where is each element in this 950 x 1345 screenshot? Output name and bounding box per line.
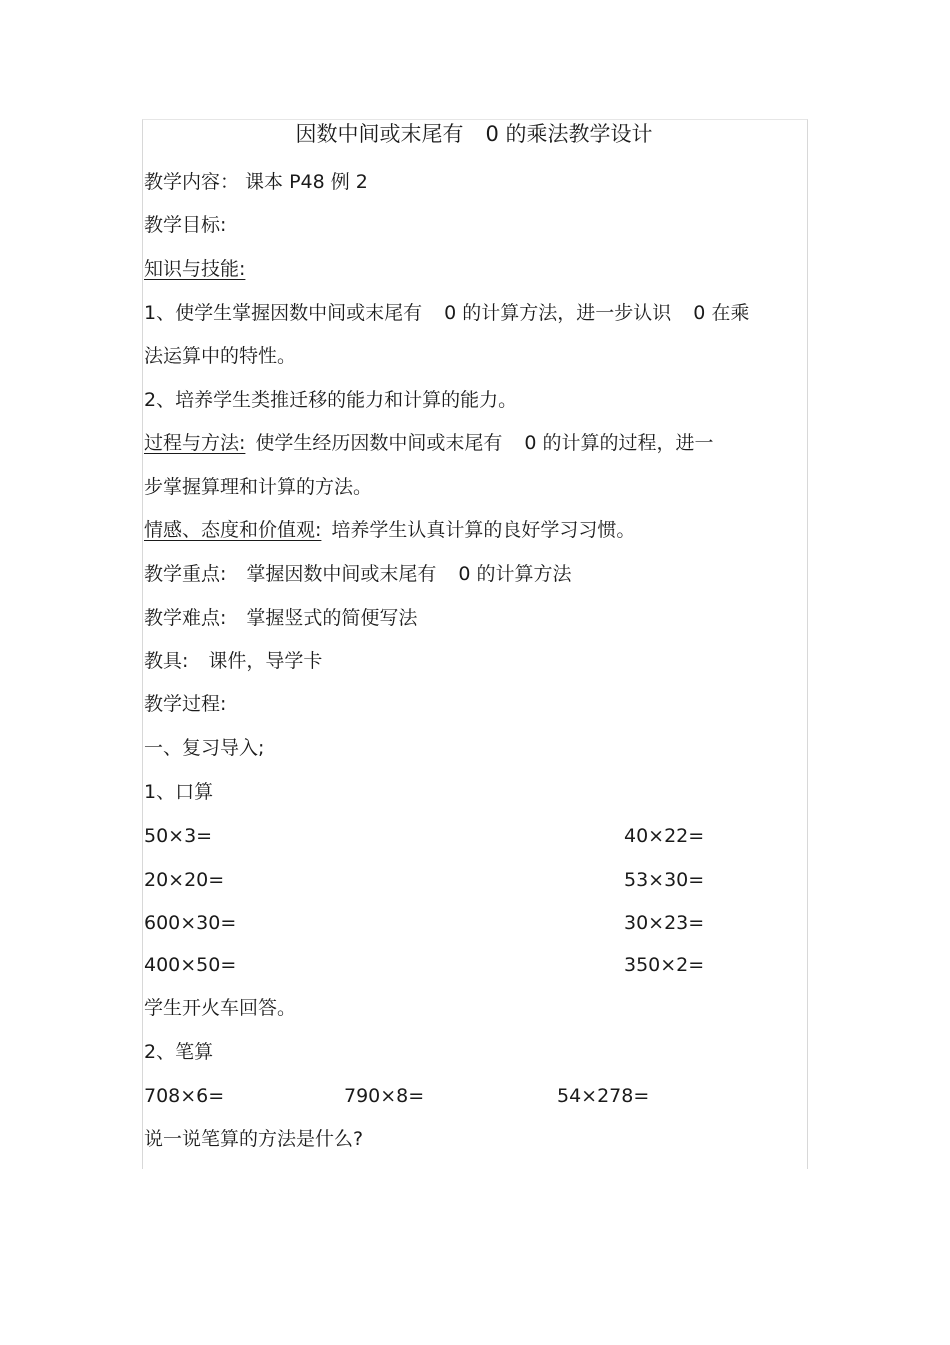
teaching-goals-label: 教学目标: [144, 214, 227, 236]
written-calc-label: 2、笔算 [144, 1041, 214, 1063]
process-part-2: 0 的计算的过程，进一 [524, 432, 714, 454]
written-item-3: 54×278= [557, 1085, 650, 1107]
goal-1-line-2: 法运算中的特性。 [144, 345, 297, 367]
goal-1-part-3: 0 在乘 [693, 302, 750, 324]
difficulty-label: 教学难点: [144, 607, 227, 629]
goal-1-line-1 [144, 301, 749, 325]
document-title [144, 121, 804, 147]
oral-left-1: 50×3= [144, 825, 213, 847]
process-method-line-1 [144, 431, 714, 455]
oral-left-3: 600×30= [144, 912, 237, 934]
oral-left-4: 400×50= [144, 954, 237, 976]
process-part-1: 使学生经历因数中间或末尾有 [255, 432, 503, 454]
goal-1-part-2: 0 的计算方法，进一步认识 [444, 302, 672, 324]
teaching-content: 教学内容： 课本 P48 例 2 [144, 171, 368, 193]
oral-right-1: 40×22= [624, 825, 705, 847]
oral-right-3: 30×23= [624, 912, 705, 934]
oral-note: 学生开火车回答。 [144, 997, 297, 1019]
tools-text: 课件，导学卡 [208, 650, 323, 672]
tools-line [144, 649, 322, 673]
title-part-1: 因数中间或末尾有 [295, 122, 464, 146]
written-item-2: 790×8= [344, 1085, 425, 1107]
process-method-label: 过程与方法: [144, 432, 246, 454]
teaching-procedure-label: 教学过程: [144, 693, 227, 715]
knowledge-skills-label: 知识与技能: [144, 258, 246, 280]
goal-2: 2、培养学生类推迁移的能力和计算的能力。 [144, 389, 518, 411]
oral-calc-label: 1、口算 [144, 781, 214, 803]
method-question: 说一说笔算的方法是什么? [144, 1128, 364, 1150]
oral-right-2: 53×30= [624, 869, 705, 891]
key-point-line [144, 562, 572, 586]
key-point-label: 教学重点: [144, 563, 227, 585]
tools-label: 教具: [144, 650, 189, 672]
emotion-text: 培养学生认真计算的良好学习习惯。 [331, 519, 636, 541]
difficulty-line [144, 606, 417, 630]
oral-left-2: 20×20= [144, 869, 225, 891]
written-item-1: 708×6= [144, 1085, 225, 1107]
emotion-label: 情感、态度和价值观: [144, 519, 322, 541]
key-point-part-2: 0 的计算方法 [458, 563, 572, 585]
key-point-part-1: 掌握因数中间或末尾有 [246, 563, 437, 585]
emotion-attitude-line [144, 518, 635, 542]
goal-1-part-1: 1、使学生掌握因数中间或末尾有 [144, 302, 423, 324]
oral-right-4: 350×2= [624, 954, 705, 976]
section-review-intro: 一、复习导入; [144, 737, 265, 759]
process-method-line-2: 步掌握算理和计算的方法。 [144, 476, 373, 498]
difficulty-text: 掌握竖式的简便写法 [246, 607, 418, 629]
title-part-2: 0 的乘法教学设计 [485, 122, 653, 146]
